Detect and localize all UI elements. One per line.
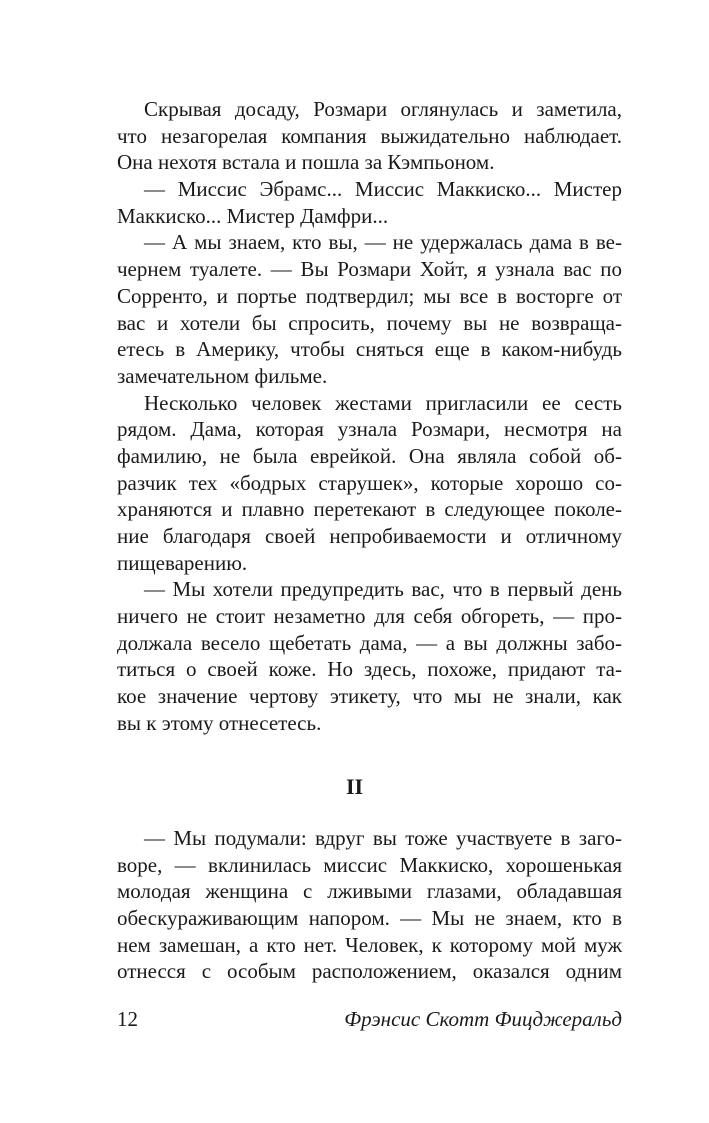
text-line: замечательном фильме. [117,363,328,388]
text-line: пищеварению. [117,550,248,575]
text-line: воре, — вклинилась миссис Маккиско, хорошенькая [117,852,622,877]
text-line: рядом. Дама, которая узнала Розмари, несмотря на [117,417,622,442]
text-line: разчик тех «бодрых старушек», которые хорошо со- [117,470,622,495]
text-line: должала весело щебетать дама, — а вы должны забо- [117,630,622,655]
text-line: — Мы хотели предупредить вас, что в первый день [144,577,622,602]
text-line: Маккиско... Мистер Дамфри... [117,203,389,228]
text-block-before-chapter [117,96,622,737]
text-line: ничего не стоит незаметно для себя обгореть, — про- [117,604,622,629]
text-line: храняются и плавно перетекают в следующее поколе- [117,497,622,522]
text-line: Сорренто, и портье подтвердил; мы все в восторге от [117,283,622,308]
page-number: 12 [117,1007,138,1031]
text-line: ние благодаря своей непробиваемости и отличному [117,524,622,548]
text-line: — Миссис Эбрамс... Миссис Маккиско... Мистер [144,177,622,202]
text-line: фамилию, не была еврейкой. Она являла собой об- [117,443,622,468]
text-line: етесь в Америку, чтобы сняться еще в каком-нибудь [117,337,622,362]
chapter-heading: II [345,774,364,799]
text-line: отнесся с особым расположением, оказался одним [117,959,622,984]
text-line: вы к этому отнесетесь. [117,710,322,735]
text-block-after-chapter [117,825,622,985]
text-line: молодая женщина с лживыми глазами, обладавшая [117,879,622,904]
text-line: обескураживающим напором. — Мы не знаем, кто в [117,906,622,931]
text-line: что незагорелая компания выжидательно наблюдает. [117,123,622,148]
text-line: нем замешан, а кто нет. Человек, к которому мой муж [117,932,622,957]
text-line: Несколько человек жестами пригласили ее сесть [144,390,622,415]
text-line: чернем туалете. — Вы Розмари Хойт, я узнала вас по [117,257,622,282]
text-line: титься о своей коже. Но здесь, похоже, придают та- [117,657,622,682]
running-footer-author: Фрэнсис Скотт Фицджеральд [344,1007,622,1031]
text-line: — А мы знаем, кто вы, — не удержалась дама в ве- [144,230,622,255]
text-line: вас и хотели бы спросить, почему вы не возвраща- [117,310,622,335]
text-line: кое значение чертову этикету, что мы не знали, как [117,684,622,709]
text-line: — Мы подумали: вдруг вы тоже участвуете в заго- [144,826,622,850]
text-line: Скрывая досаду, Розмари оглянулась и заметила, [144,97,622,121]
text-line: Она нехотя встала и пошла за Кэмпьоном. [117,150,495,175]
